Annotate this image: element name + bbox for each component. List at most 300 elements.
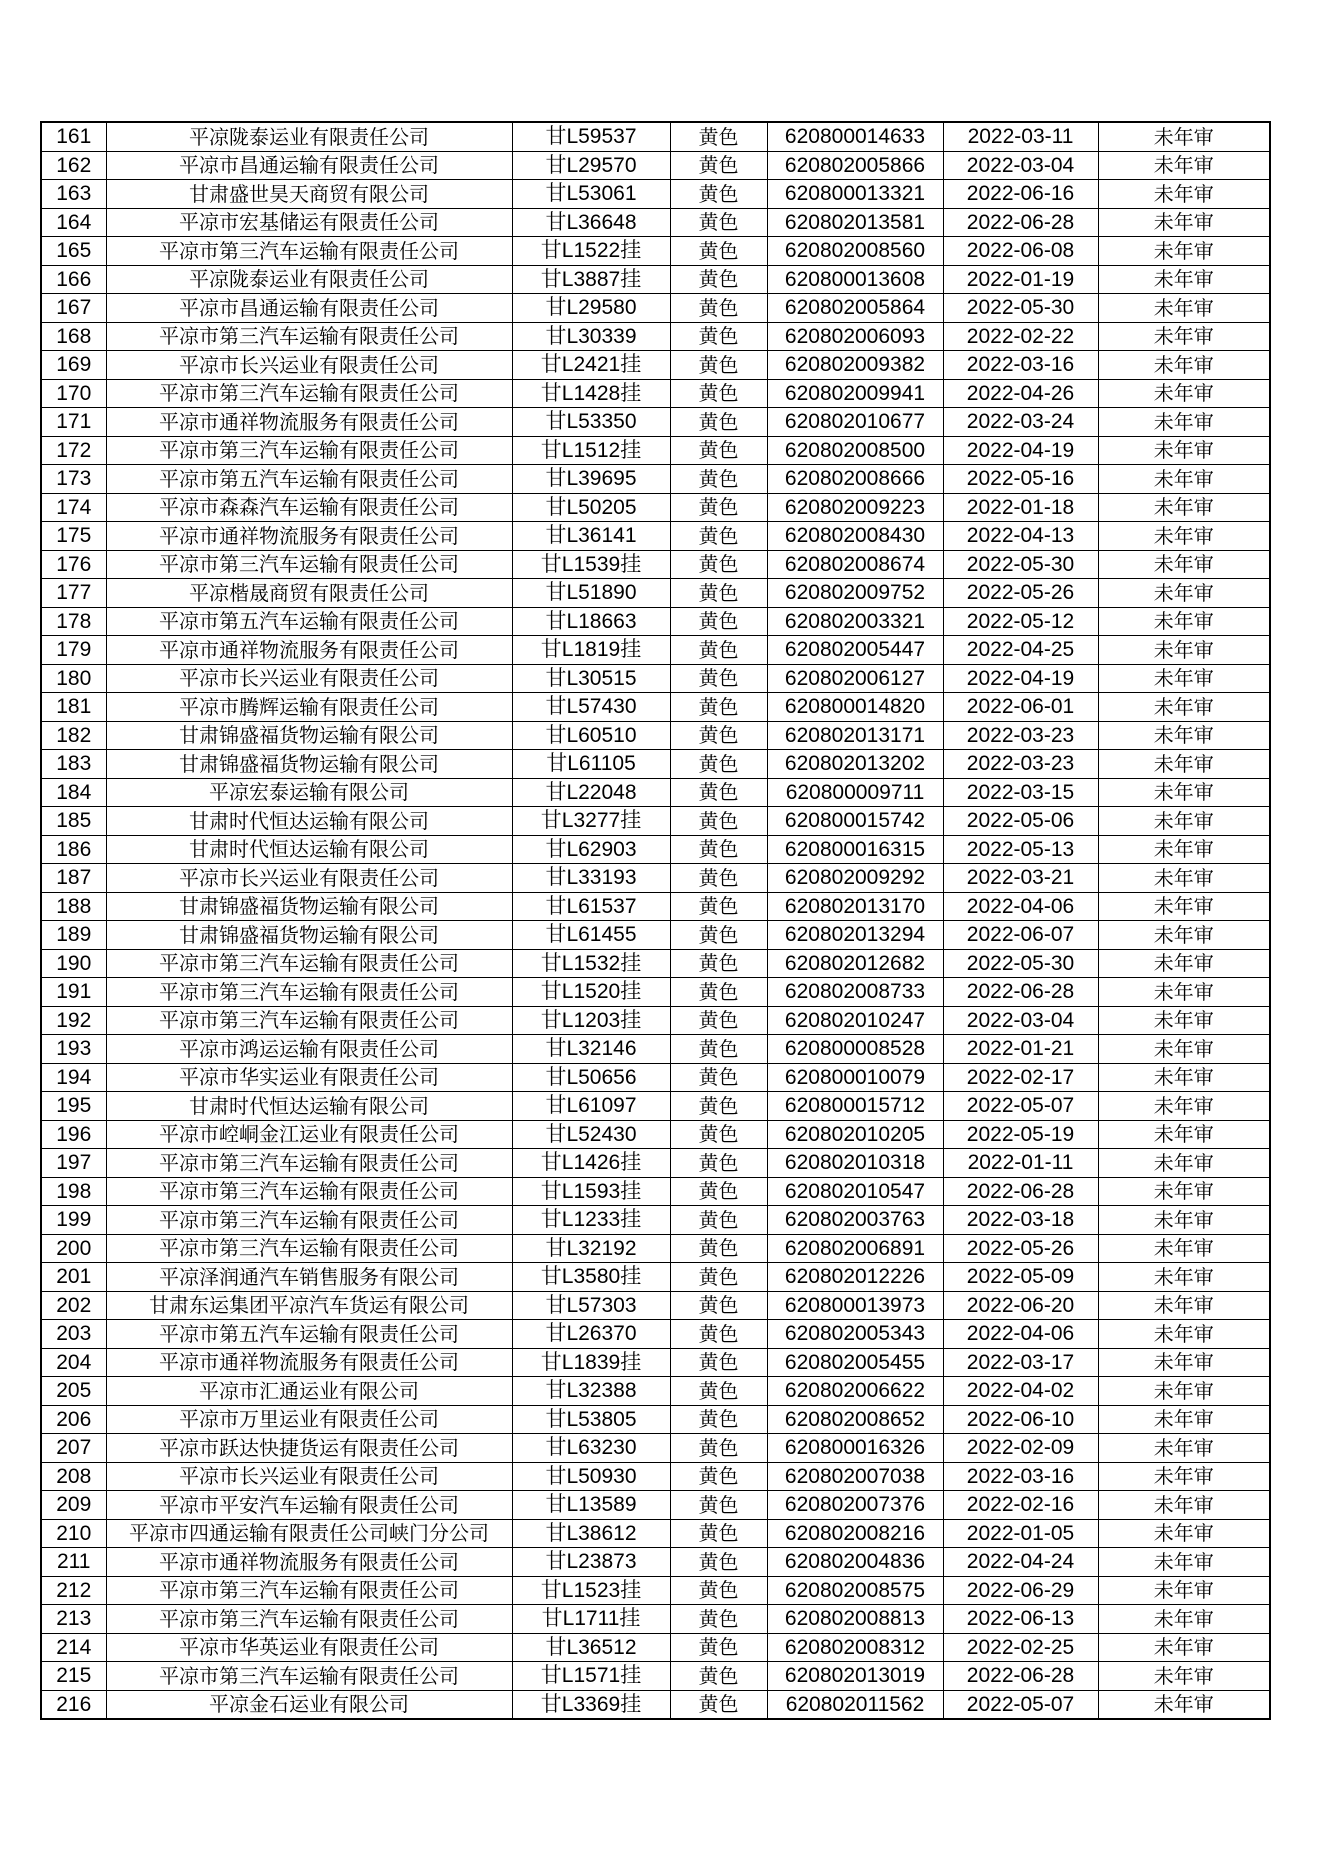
- row-number-cell: 190: [41, 949, 106, 978]
- company-name-cell: 平凉市第三汽车运输有限责任公司: [106, 1149, 512, 1178]
- plate-color-cell: 黄色: [670, 778, 767, 807]
- plate-color-cell: 黄色: [670, 807, 767, 836]
- table-row: [41, 1035, 1270, 1064]
- expiry-date-cell: 2022-03-16: [943, 1462, 1098, 1491]
- expiry-date-cell: 2022-01-11: [943, 1149, 1098, 1178]
- expiry-date-cell: 2022-05-09: [943, 1263, 1098, 1292]
- audit-status-cell: 未年审: [1098, 180, 1270, 209]
- row-number-cell: 181: [41, 693, 106, 722]
- plate-number-cell: 甘L60510: [512, 721, 670, 750]
- plate-number-cell: 甘L1512挂: [512, 436, 670, 465]
- permit-number-cell: 620802009292: [767, 864, 943, 893]
- audit-status-cell: 未年审: [1098, 1348, 1270, 1377]
- plate-color-cell: 黄色: [670, 408, 767, 437]
- table-row: [41, 664, 1270, 693]
- plate-number-cell: 甘L1428挂: [512, 379, 670, 408]
- company-name-cell: 平凉市第三汽车运输有限责任公司: [106, 1206, 512, 1235]
- row-number-cell: 189: [41, 921, 106, 950]
- expiry-date-cell: 2022-06-16: [943, 180, 1098, 209]
- row-number-cell: 199: [41, 1206, 106, 1235]
- audit-status-cell: 未年审: [1098, 1149, 1270, 1178]
- audit-status-cell: 未年审: [1098, 636, 1270, 665]
- expiry-date-cell: 2022-03-16: [943, 351, 1098, 380]
- plate-number-cell: 甘L1523挂: [512, 1576, 670, 1605]
- plate-color-cell: 黄色: [670, 1633, 767, 1662]
- audit-status-cell: 未年审: [1098, 892, 1270, 921]
- audit-status-cell: 未年审: [1098, 151, 1270, 180]
- row-number-cell: 184: [41, 778, 106, 807]
- audit-status-cell: 未年审: [1098, 1120, 1270, 1149]
- plate-color-cell: 黄色: [670, 1605, 767, 1634]
- audit-status-cell: 未年审: [1098, 664, 1270, 693]
- expiry-date-cell: 2022-04-06: [943, 1320, 1098, 1349]
- plate-color-cell: 黄色: [670, 208, 767, 237]
- permit-number-cell: 620800015742: [767, 807, 943, 836]
- expiry-date-cell: 2022-04-19: [943, 664, 1098, 693]
- plate-number-cell: 甘L2421挂: [512, 351, 670, 380]
- row-number-cell: 214: [41, 1633, 106, 1662]
- plate-color-cell: 黄色: [670, 1662, 767, 1691]
- expiry-date-cell: 2022-06-29: [943, 1576, 1098, 1605]
- permit-number-cell: 620802013019: [767, 1662, 943, 1691]
- plate-number-cell: 甘L63230: [512, 1434, 670, 1463]
- table-row: [41, 1263, 1270, 1292]
- table-row: [41, 294, 1270, 323]
- permit-number-cell: 620802013294: [767, 921, 943, 950]
- company-name-cell: 平凉市第三汽车运输有限责任公司: [106, 436, 512, 465]
- table-row: [41, 1063, 1270, 1092]
- plate-number-cell: 甘L18663: [512, 607, 670, 636]
- plate-number-cell: 甘L26370: [512, 1320, 670, 1349]
- company-name-cell: 平凉市通祥物流服务有限责任公司: [106, 1548, 512, 1577]
- permit-number-cell: 620802008216: [767, 1519, 943, 1548]
- row-number-cell: 177: [41, 579, 106, 608]
- plate-number-cell: 甘L23873: [512, 1548, 670, 1577]
- company-name-cell: 平凉市长兴运业有限责任公司: [106, 1462, 512, 1491]
- plate-number-cell: 甘L50930: [512, 1462, 670, 1491]
- company-name-cell: 平凉泽润通汽车销售服务有限公司: [106, 1263, 512, 1292]
- table-row: [41, 522, 1270, 551]
- audit-status-cell: 未年审: [1098, 294, 1270, 323]
- permit-number-cell: 620802005447: [767, 636, 943, 665]
- table-row: [41, 550, 1270, 579]
- expiry-date-cell: 2022-04-24: [943, 1548, 1098, 1577]
- expiry-date-cell: 2022-02-17: [943, 1063, 1098, 1092]
- company-name-cell: 甘肃东运集团平凉汽车货运有限公司: [106, 1291, 512, 1320]
- table-row: [41, 1576, 1270, 1605]
- plate-color-cell: 黄色: [670, 1320, 767, 1349]
- company-name-cell: 平凉市跃达快捷货运有限责任公司: [106, 1434, 512, 1463]
- expiry-date-cell: 2022-05-13: [943, 835, 1098, 864]
- audit-status-cell: 未年审: [1098, 1462, 1270, 1491]
- row-number-cell: 201: [41, 1263, 106, 1292]
- row-number-cell: 165: [41, 237, 106, 266]
- audit-status-cell: 未年审: [1098, 1377, 1270, 1406]
- permit-number-cell: 620802007376: [767, 1491, 943, 1520]
- plate-number-cell: 甘L30515: [512, 664, 670, 693]
- audit-status-cell: 未年审: [1098, 921, 1270, 950]
- table-row: [41, 978, 1270, 1007]
- table-row: [41, 1519, 1270, 1548]
- row-number-cell: 203: [41, 1320, 106, 1349]
- row-number-cell: 180: [41, 664, 106, 693]
- expiry-date-cell: 2022-02-25: [943, 1633, 1098, 1662]
- table-row: [41, 1234, 1270, 1263]
- company-name-cell: 平凉市崆峒金江运业有限责任公司: [106, 1120, 512, 1149]
- expiry-date-cell: 2022-05-06: [943, 807, 1098, 836]
- plate-color-cell: 黄色: [670, 1405, 767, 1434]
- row-number-cell: 183: [41, 750, 106, 779]
- plate-color-cell: 黄色: [670, 1035, 767, 1064]
- expiry-date-cell: 2022-04-25: [943, 636, 1098, 665]
- expiry-date-cell: 2022-06-28: [943, 1177, 1098, 1206]
- plate-color-cell: 黄色: [670, 1576, 767, 1605]
- permit-number-cell: 620802003763: [767, 1206, 943, 1235]
- row-number-cell: 193: [41, 1035, 106, 1064]
- permit-number-cell: 620802005343: [767, 1320, 943, 1349]
- expiry-date-cell: 2022-04-19: [943, 436, 1098, 465]
- permit-number-cell: 620802009752: [767, 579, 943, 608]
- plate-color-cell: 黄色: [670, 921, 767, 950]
- audit-status-cell: 未年审: [1098, 465, 1270, 494]
- company-name-cell: 平凉市第三汽车运输有限责任公司: [106, 237, 512, 266]
- audit-status-cell: 未年审: [1098, 1320, 1270, 1349]
- row-number-cell: 207: [41, 1434, 106, 1463]
- audit-status-cell: 未年审: [1098, 750, 1270, 779]
- company-name-cell: 甘肃时代恒达运输有限公司: [106, 807, 512, 836]
- plate-number-cell: 甘L36648: [512, 208, 670, 237]
- company-name-cell: 平凉市第三汽车运输有限责任公司: [106, 1662, 512, 1691]
- audit-status-cell: 未年审: [1098, 1633, 1270, 1662]
- table-row: [41, 579, 1270, 608]
- table-row: [41, 237, 1270, 266]
- audit-status-cell: 未年审: [1098, 1519, 1270, 1548]
- company-name-cell: 甘肃锦盛福货物运输有限公司: [106, 721, 512, 750]
- company-name-cell: 甘肃锦盛福货物运输有限公司: [106, 892, 512, 921]
- row-number-cell: 166: [41, 265, 106, 294]
- table-row: [41, 465, 1270, 494]
- permit-number-cell: 620802010205: [767, 1120, 943, 1149]
- permit-number-cell: 620800013321: [767, 180, 943, 209]
- plate-number-cell: 甘L53805: [512, 1405, 670, 1434]
- plate-color-cell: 黄色: [670, 1519, 767, 1548]
- vehicle-audit-sheet: [40, 121, 1269, 1720]
- row-number-cell: 209: [41, 1491, 106, 1520]
- company-name-cell: 平凉市昌通运输有限责任公司: [106, 151, 512, 180]
- permit-number-cell: 620802010318: [767, 1149, 943, 1178]
- plate-number-cell: 甘L50656: [512, 1063, 670, 1092]
- table-row: [41, 1491, 1270, 1520]
- permit-number-cell: 620802004836: [767, 1548, 943, 1577]
- company-name-cell: 平凉市长兴运业有限责任公司: [106, 664, 512, 693]
- expiry-date-cell: 2022-03-11: [943, 122, 1098, 151]
- company-name-cell: 平凉市通祥物流服务有限责任公司: [106, 522, 512, 551]
- audit-status-cell: 未年审: [1098, 949, 1270, 978]
- row-number-cell: 211: [41, 1548, 106, 1577]
- company-name-cell: 甘肃锦盛福货物运输有限公司: [106, 921, 512, 950]
- table-row: [41, 1548, 1270, 1577]
- expiry-date-cell: 2022-03-24: [943, 408, 1098, 437]
- expiry-date-cell: 2022-05-30: [943, 294, 1098, 323]
- company-name-cell: 平凉市长兴运业有限责任公司: [106, 864, 512, 893]
- audit-status-cell: 未年审: [1098, 436, 1270, 465]
- plate-number-cell: 甘L1819挂: [512, 636, 670, 665]
- table-row: [41, 1149, 1270, 1178]
- expiry-date-cell: 2022-06-13: [943, 1605, 1098, 1634]
- permit-number-cell: 620802013171: [767, 721, 943, 750]
- plate-number-cell: 甘L1203挂: [512, 1006, 670, 1035]
- plate-number-cell: 甘L61537: [512, 892, 670, 921]
- plate-number-cell: 甘L1571挂: [512, 1662, 670, 1691]
- audit-status-cell: 未年审: [1098, 379, 1270, 408]
- plate-color-cell: 黄色: [670, 265, 767, 294]
- expiry-date-cell: 2022-06-28: [943, 978, 1098, 1007]
- plate-number-cell: 甘L1532挂: [512, 949, 670, 978]
- table-row: [41, 322, 1270, 351]
- expiry-date-cell: 2022-03-04: [943, 151, 1098, 180]
- plate-color-cell: 黄色: [670, 237, 767, 266]
- audit-status-cell: 未年审: [1098, 1092, 1270, 1121]
- audit-status-cell: 未年审: [1098, 208, 1270, 237]
- company-name-cell: 平凉市第三汽车运输有限责任公司: [106, 1576, 512, 1605]
- plate-color-cell: 黄色: [670, 1548, 767, 1577]
- plate-number-cell: 甘L53061: [512, 180, 670, 209]
- company-name-cell: 平凉市第三汽车运输有限责任公司: [106, 1605, 512, 1634]
- company-name-cell: 平凉市第三汽车运输有限责任公司: [106, 1234, 512, 1263]
- company-name-cell: 甘肃时代恒达运输有限公司: [106, 1092, 512, 1121]
- plate-color-cell: 黄色: [670, 835, 767, 864]
- table-row: [41, 1405, 1270, 1434]
- audit-status-cell: 未年审: [1098, 579, 1270, 608]
- plate-number-cell: 甘L51890: [512, 579, 670, 608]
- table-row: [41, 351, 1270, 380]
- plate-color-cell: 黄色: [670, 664, 767, 693]
- company-name-cell: 平凉市第三汽车运输有限责任公司: [106, 322, 512, 351]
- expiry-date-cell: 2022-03-04: [943, 1006, 1098, 1035]
- plate-color-cell: 黄色: [670, 1120, 767, 1149]
- row-number-cell: 168: [41, 322, 106, 351]
- plate-number-cell: 甘L3887挂: [512, 265, 670, 294]
- expiry-date-cell: 2022-05-07: [943, 1690, 1098, 1719]
- company-name-cell: 甘肃锦盛福货物运输有限公司: [106, 750, 512, 779]
- plate-color-cell: 黄色: [670, 1092, 767, 1121]
- row-number-cell: 200: [41, 1234, 106, 1263]
- expiry-date-cell: 2022-03-21: [943, 864, 1098, 893]
- plate-number-cell: 甘L3277挂: [512, 807, 670, 836]
- plate-color-cell: 黄色: [670, 864, 767, 893]
- company-name-cell: 平凉陇泰运业有限责任公司: [106, 122, 512, 151]
- plate-number-cell: 甘L32146: [512, 1035, 670, 1064]
- plate-number-cell: 甘L1839挂: [512, 1348, 670, 1377]
- row-number-cell: 172: [41, 436, 106, 465]
- expiry-date-cell: 2022-04-26: [943, 379, 1098, 408]
- row-number-cell: 195: [41, 1092, 106, 1121]
- audit-status-cell: 未年审: [1098, 1548, 1270, 1577]
- table-row: [41, 151, 1270, 180]
- permit-number-cell: 620802008312: [767, 1633, 943, 1662]
- expiry-date-cell: 2022-03-23: [943, 750, 1098, 779]
- audit-status-cell: 未年审: [1098, 237, 1270, 266]
- permit-number-cell: 620802008813: [767, 1605, 943, 1634]
- plate-number-cell: 甘L39695: [512, 465, 670, 494]
- plate-color-cell: 黄色: [670, 493, 767, 522]
- table-row: [41, 1206, 1270, 1235]
- plate-color-cell: 黄色: [670, 1348, 767, 1377]
- company-name-cell: 平凉市通祥物流服务有限责任公司: [106, 636, 512, 665]
- plate-color-cell: 黄色: [670, 522, 767, 551]
- plate-number-cell: 甘L57430: [512, 693, 670, 722]
- plate-color-cell: 黄色: [670, 465, 767, 494]
- vehicle-audit-table: [40, 121, 1271, 1720]
- plate-color-cell: 黄色: [670, 351, 767, 380]
- table-row: [41, 1092, 1270, 1121]
- expiry-date-cell: 2022-05-12: [943, 607, 1098, 636]
- row-number-cell: 186: [41, 835, 106, 864]
- company-name-cell: 平凉市腾辉运输有限责任公司: [106, 693, 512, 722]
- company-name-cell: 平凉市第五汽车运输有限责任公司: [106, 607, 512, 636]
- expiry-date-cell: 2022-03-18: [943, 1206, 1098, 1235]
- plate-color-cell: 黄色: [670, 892, 767, 921]
- row-number-cell: 171: [41, 408, 106, 437]
- expiry-date-cell: 2022-05-26: [943, 579, 1098, 608]
- audit-status-cell: 未年审: [1098, 1177, 1270, 1206]
- row-number-cell: 194: [41, 1063, 106, 1092]
- row-number-cell: 196: [41, 1120, 106, 1149]
- row-number-cell: 216: [41, 1690, 106, 1719]
- permit-number-cell: 620802008666: [767, 465, 943, 494]
- audit-status-cell: 未年审: [1098, 1035, 1270, 1064]
- permit-number-cell: 620802006093: [767, 322, 943, 351]
- row-number-cell: 204: [41, 1348, 106, 1377]
- table-row: [41, 1177, 1270, 1206]
- company-name-cell: 平凉市第三汽车运输有限责任公司: [106, 1177, 512, 1206]
- table-row: [41, 1605, 1270, 1634]
- table-row: [41, 807, 1270, 836]
- row-number-cell: 187: [41, 864, 106, 893]
- permit-number-cell: 620802008575: [767, 1576, 943, 1605]
- plate-number-cell: 甘L3580挂: [512, 1263, 670, 1292]
- expiry-date-cell: 2022-05-26: [943, 1234, 1098, 1263]
- permit-number-cell: 620802013202: [767, 750, 943, 779]
- table-row: [41, 1434, 1270, 1463]
- audit-status-cell: 未年审: [1098, 1291, 1270, 1320]
- plate-color-cell: 黄色: [670, 693, 767, 722]
- permit-number-cell: 620802006891: [767, 1234, 943, 1263]
- permit-number-cell: 620802008500: [767, 436, 943, 465]
- company-name-cell: 平凉市第三汽车运输有限责任公司: [106, 1006, 512, 1035]
- plate-color-cell: 黄色: [670, 1291, 767, 1320]
- expiry-date-cell: 2022-06-28: [943, 1662, 1098, 1691]
- row-number-cell: 208: [41, 1462, 106, 1491]
- expiry-date-cell: 2022-06-01: [943, 693, 1098, 722]
- expiry-date-cell: 2022-06-20: [943, 1291, 1098, 1320]
- table-row: [41, 122, 1270, 151]
- plate-number-cell: 甘L33193: [512, 864, 670, 893]
- plate-color-cell: 黄色: [670, 636, 767, 665]
- audit-status-cell: 未年审: [1098, 1491, 1270, 1520]
- expiry-date-cell: 2022-06-10: [943, 1405, 1098, 1434]
- expiry-date-cell: 2022-03-17: [943, 1348, 1098, 1377]
- company-name-cell: 平凉市汇通运业有限公司: [106, 1377, 512, 1406]
- plate-color-cell: 黄色: [670, 322, 767, 351]
- table-row: [41, 1348, 1270, 1377]
- plate-number-cell: 甘L1520挂: [512, 978, 670, 1007]
- row-number-cell: 192: [41, 1006, 106, 1035]
- permit-number-cell: 620802005864: [767, 294, 943, 323]
- audit-status-cell: 未年审: [1098, 408, 1270, 437]
- plate-number-cell: 甘L57303: [512, 1291, 670, 1320]
- audit-status-cell: 未年审: [1098, 1063, 1270, 1092]
- plate-color-cell: 黄色: [670, 1234, 767, 1263]
- plate-color-cell: 黄色: [670, 436, 767, 465]
- company-name-cell: 平凉市第三汽车运输有限责任公司: [106, 550, 512, 579]
- permit-number-cell: 620802008430: [767, 522, 943, 551]
- table-row: [41, 1120, 1270, 1149]
- permit-number-cell: 620802008733: [767, 978, 943, 1007]
- company-name-cell: 平凉宏泰运输有限公司: [106, 778, 512, 807]
- table-row: [41, 864, 1270, 893]
- audit-status-cell: 未年审: [1098, 1434, 1270, 1463]
- table-row: [41, 949, 1270, 978]
- audit-status-cell: 未年审: [1098, 122, 1270, 151]
- company-name-cell: 平凉市华实运业有限责任公司: [106, 1063, 512, 1092]
- expiry-date-cell: 2022-05-30: [943, 949, 1098, 978]
- table-row: [41, 892, 1270, 921]
- audit-status-cell: 未年审: [1098, 493, 1270, 522]
- company-name-cell: 平凉市宏基储运有限责任公司: [106, 208, 512, 237]
- plate-number-cell: 甘L36512: [512, 1633, 670, 1662]
- plate-color-cell: 黄色: [670, 1063, 767, 1092]
- expiry-date-cell: 2022-05-30: [943, 550, 1098, 579]
- plate-number-cell: 甘L1522挂: [512, 237, 670, 266]
- plate-color-cell: 黄色: [670, 579, 767, 608]
- row-number-cell: 162: [41, 151, 106, 180]
- audit-status-cell: 未年审: [1098, 978, 1270, 1007]
- expiry-date-cell: 2022-01-19: [943, 265, 1098, 294]
- plate-color-cell: 黄色: [670, 1491, 767, 1520]
- audit-status-cell: 未年审: [1098, 1405, 1270, 1434]
- permit-number-cell: 620800015712: [767, 1092, 943, 1121]
- expiry-date-cell: 2022-06-28: [943, 208, 1098, 237]
- audit-status-cell: 未年审: [1098, 265, 1270, 294]
- company-name-cell: 平凉市鸿运运输有限责任公司: [106, 1035, 512, 1064]
- table-row: [41, 208, 1270, 237]
- audit-status-cell: 未年审: [1098, 835, 1270, 864]
- row-number-cell: 176: [41, 550, 106, 579]
- permit-number-cell: 620802003321: [767, 607, 943, 636]
- plate-number-cell: 甘L1426挂: [512, 1149, 670, 1178]
- audit-status-cell: 未年审: [1098, 607, 1270, 636]
- permit-number-cell: 620802009223: [767, 493, 943, 522]
- table-row: [41, 379, 1270, 408]
- row-number-cell: 167: [41, 294, 106, 323]
- table-row: [41, 750, 1270, 779]
- table-row: [41, 436, 1270, 465]
- expiry-date-cell: 2022-04-06: [943, 892, 1098, 921]
- company-name-cell: 平凉市华英运业有限责任公司: [106, 1633, 512, 1662]
- expiry-date-cell: 2022-01-21: [943, 1035, 1098, 1064]
- permit-number-cell: 620802013581: [767, 208, 943, 237]
- expiry-date-cell: 2022-01-18: [943, 493, 1098, 522]
- permit-number-cell: 620802012682: [767, 949, 943, 978]
- company-name-cell: 平凉市第五汽车运输有限责任公司: [106, 465, 512, 494]
- permit-number-cell: 620802009382: [767, 351, 943, 380]
- permit-number-cell: 620802010677: [767, 408, 943, 437]
- row-number-cell: 188: [41, 892, 106, 921]
- audit-status-cell: 未年审: [1098, 1576, 1270, 1605]
- permit-number-cell: 620802006622: [767, 1377, 943, 1406]
- permit-number-cell: 620802005455: [767, 1348, 943, 1377]
